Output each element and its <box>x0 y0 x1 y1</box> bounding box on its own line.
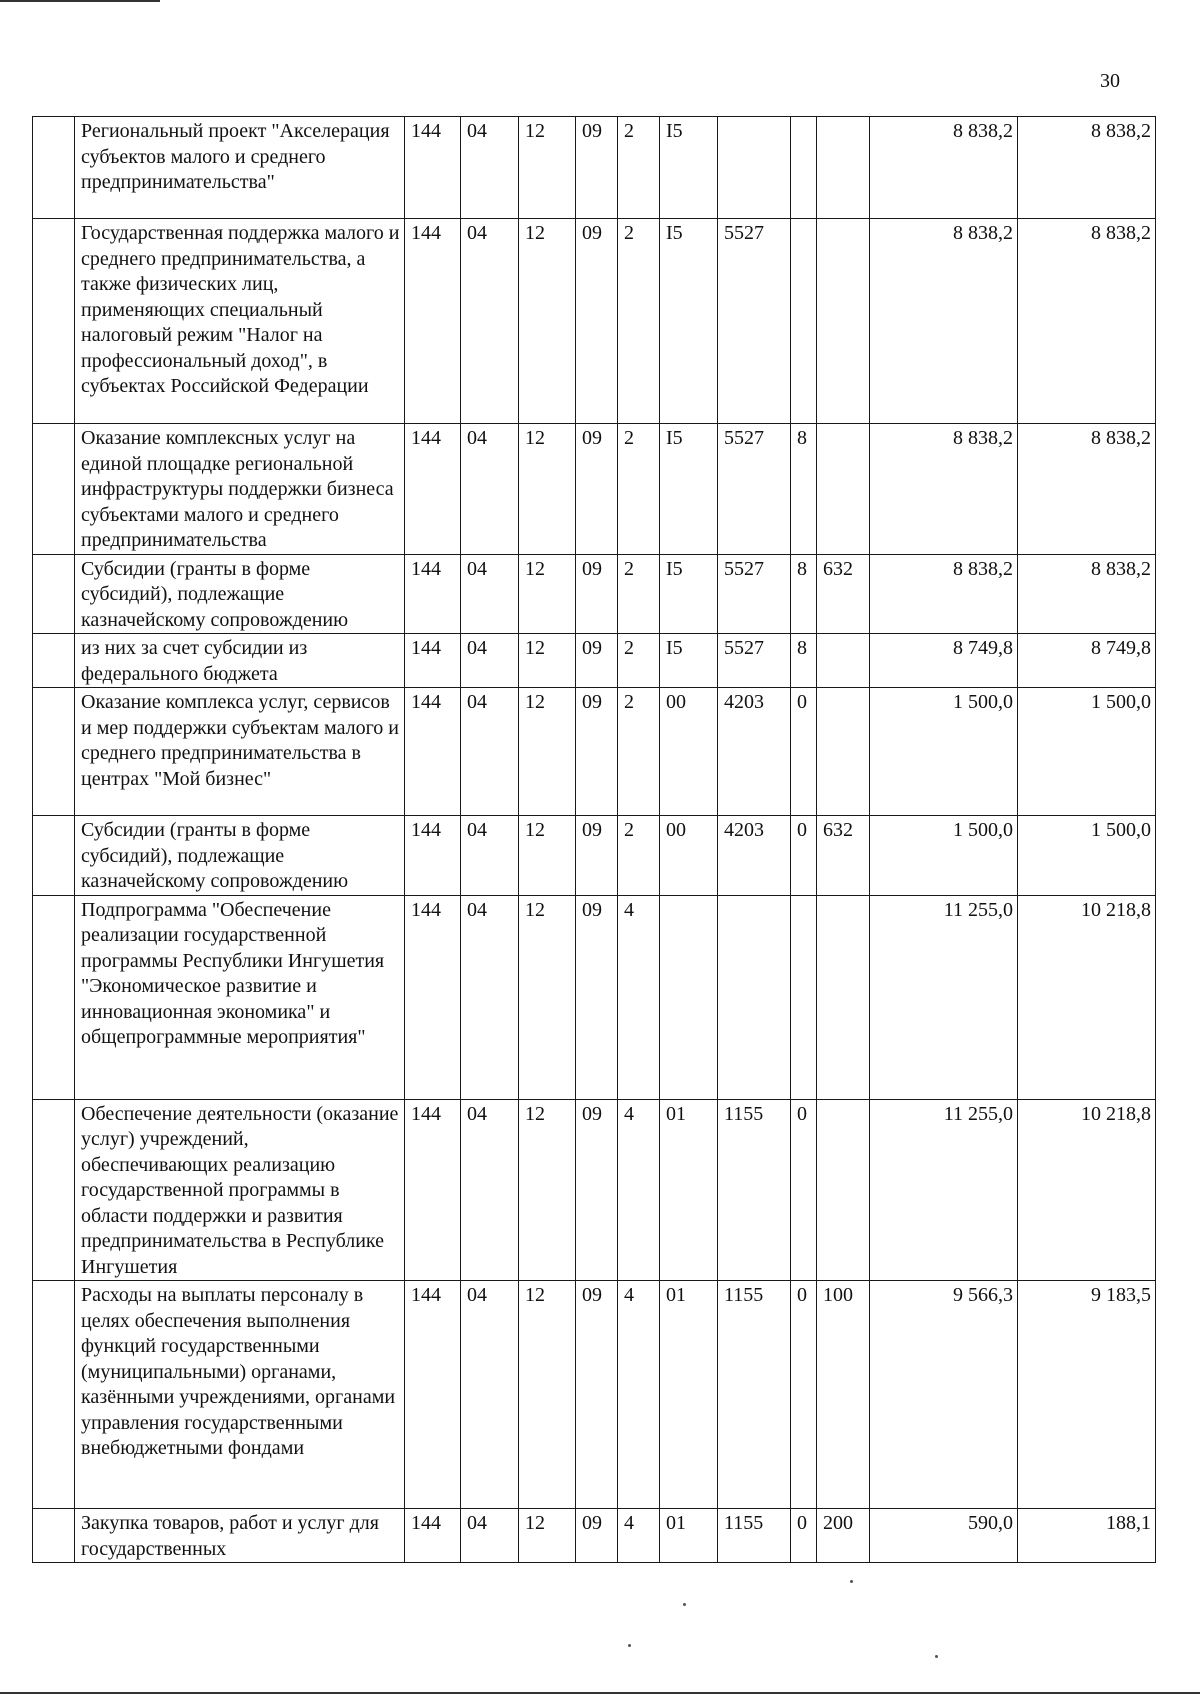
code-cell-c1: 144 <box>405 117 461 219</box>
code-cell-c8: 0 <box>791 1099 817 1281</box>
row-name-cell: Оказание комплексных услуг на единой площадке региональной инфраструктуры поддержки бизнеса субъектами малого и среднего предпринимательства <box>75 424 405 555</box>
code-cell-c4: 09 <box>576 219 618 424</box>
row-number-cell <box>33 219 75 424</box>
table-row <box>33 816 1156 896</box>
code-cell-c5: 2 <box>618 117 660 219</box>
row-name-cell: из них за счет субсидии из федерального бюджета <box>75 634 405 688</box>
code-cell-c9 <box>817 688 870 816</box>
code-cell-c8: 8 <box>791 554 817 634</box>
code-cell-c6: I5 <box>660 424 718 555</box>
budget-table-body <box>33 117 1156 1563</box>
code-cell-c7 <box>718 117 791 219</box>
code-cell-c1: 144 <box>405 1281 461 1509</box>
code-cell-c9 <box>817 1099 870 1281</box>
scan-top-edge-line <box>0 0 160 2</box>
code-cell-c2: 04 <box>461 554 519 634</box>
amount-cell-v1: 590,0 <box>870 1509 1018 1563</box>
code-cell-c7: 4203 <box>718 816 791 896</box>
code-cell-c5: 2 <box>618 424 660 555</box>
code-cell-c9: 100 <box>817 1281 870 1509</box>
code-cell-c6 <box>660 895 718 1099</box>
amount-cell-v2: 1 500,0 <box>1018 688 1156 816</box>
code-cell-c3: 12 <box>519 424 576 555</box>
code-cell-c7: 4203 <box>718 688 791 816</box>
row-name-cell: Подпрограмма "Обеспечение реализации государственной программы Республики Ингушетия "Экономическое развитие и инновационная экономика" и общепрограммные мероприятия" <box>75 895 405 1099</box>
budget-table <box>32 116 1156 1563</box>
scan-speck <box>683 1603 686 1606</box>
code-cell-c4: 09 <box>576 117 618 219</box>
table-row <box>33 117 1156 219</box>
row-number-cell <box>33 1281 75 1509</box>
code-cell-c1: 144 <box>405 1099 461 1281</box>
row-name-cell: Государственная поддержка малого и среднего предпринимательства, а также физических лиц, применяющих специальный налоговый режим "Налог на профессиональный доход", в субъектах Российской Федерации <box>75 219 405 424</box>
code-cell-c7: 1155 <box>718 1099 791 1281</box>
row-number-cell <box>33 1509 75 1563</box>
code-cell-c6: 01 <box>660 1509 718 1563</box>
amount-cell-v1: 11 255,0 <box>870 895 1018 1099</box>
code-cell-c6: 01 <box>660 1281 718 1509</box>
scan-bottom-edge-line <box>0 1692 1200 1694</box>
table-row <box>33 554 1156 634</box>
amount-cell-v2: 1 500,0 <box>1018 816 1156 896</box>
code-cell-c2: 04 <box>461 1281 519 1509</box>
table-row <box>33 1281 1156 1509</box>
code-cell-c6: I5 <box>660 634 718 688</box>
amount-cell-v2: 8 749,8 <box>1018 634 1156 688</box>
code-cell-c2: 04 <box>461 634 519 688</box>
code-cell-c8: 8 <box>791 424 817 555</box>
row-name-cell: Обеспечение деятельности (оказание услуг) учреждений, обеспечивающих реализацию государственной программы в области поддержки и развития предпринимательства в Республике Ингушетия <box>75 1099 405 1281</box>
amount-cell-v2: 8 838,2 <box>1018 219 1156 424</box>
code-cell-c4: 09 <box>576 424 618 555</box>
code-cell-c2: 04 <box>461 117 519 219</box>
code-cell-c6: 01 <box>660 1099 718 1281</box>
code-cell-c9 <box>817 219 870 424</box>
row-number-cell <box>33 554 75 634</box>
code-cell-c2: 04 <box>461 895 519 1099</box>
code-cell-c9 <box>817 424 870 555</box>
row-name-cell: Оказание комплекса услуг, сервисов и мер поддержки субъектам малого и среднего предпринимательства в центрах "Мой бизнес" <box>75 688 405 816</box>
code-cell-c1: 144 <box>405 424 461 555</box>
amount-cell-v2: 8 838,2 <box>1018 554 1156 634</box>
code-cell-c7: 1155 <box>718 1281 791 1509</box>
row-number-cell <box>33 634 75 688</box>
table-row <box>33 634 1156 688</box>
code-cell-c7: 5527 <box>718 554 791 634</box>
amount-cell-v1: 8 838,2 <box>870 554 1018 634</box>
code-cell-c4: 09 <box>576 895 618 1099</box>
amount-cell-v1: 8 838,2 <box>870 424 1018 555</box>
code-cell-c2: 04 <box>461 1099 519 1281</box>
row-number-cell <box>33 816 75 896</box>
code-cell-c3: 12 <box>519 554 576 634</box>
code-cell-c2: 04 <box>461 424 519 555</box>
code-cell-c3: 12 <box>519 219 576 424</box>
amount-cell-v2: 188,1 <box>1018 1509 1156 1563</box>
code-cell-c2: 04 <box>461 1509 519 1563</box>
table-row <box>33 424 1156 555</box>
code-cell-c3: 12 <box>519 1509 576 1563</box>
table-row <box>33 1099 1156 1281</box>
code-cell-c5: 4 <box>618 1509 660 1563</box>
code-cell-c7: 1155 <box>718 1509 791 1563</box>
code-cell-c7: 5527 <box>718 424 791 555</box>
code-cell-c2: 04 <box>461 816 519 896</box>
code-cell-c1: 144 <box>405 688 461 816</box>
row-name-cell: Расходы на выплаты персоналу в целях обеспечения выполнения функций государственными (муниципальными) органами, казёнными учреждениями, органами управления государственными внебюджетными фондами <box>75 1281 405 1509</box>
code-cell-c4: 09 <box>576 1281 618 1509</box>
code-cell-c3: 12 <box>519 117 576 219</box>
code-cell-c3: 12 <box>519 1281 576 1509</box>
row-number-cell <box>33 424 75 555</box>
row-number-cell <box>33 688 75 816</box>
code-cell-c8: 0 <box>791 816 817 896</box>
code-cell-c9: 200 <box>817 1509 870 1563</box>
code-cell-c5: 2 <box>618 219 660 424</box>
code-cell-c8: 8 <box>791 634 817 688</box>
scan-speck <box>628 1644 631 1647</box>
row-name-cell: Региональный проект "Акселерация субъектов малого и среднего предпринимательства" <box>75 117 405 219</box>
code-cell-c4: 09 <box>576 1099 618 1281</box>
code-cell-c6: 00 <box>660 688 718 816</box>
code-cell-c5: 4 <box>618 1281 660 1509</box>
code-cell-c5: 2 <box>618 634 660 688</box>
code-cell-c3: 12 <box>519 688 576 816</box>
code-cell-c9: 632 <box>817 816 870 896</box>
table-row <box>33 688 1156 816</box>
code-cell-c4: 09 <box>576 816 618 896</box>
code-cell-c7: 5527 <box>718 219 791 424</box>
code-cell-c8: 0 <box>791 1509 817 1563</box>
code-cell-c6: I5 <box>660 219 718 424</box>
scan-speck <box>850 1580 853 1583</box>
table-row <box>33 219 1156 424</box>
code-cell-c8 <box>791 117 817 219</box>
row-name-cell: Субсидии (гранты в форме субсидий), подлежащие казначейскому сопровождению <box>75 554 405 634</box>
code-cell-c8: 0 <box>791 1281 817 1509</box>
code-cell-c1: 144 <box>405 895 461 1099</box>
code-cell-c5: 2 <box>618 816 660 896</box>
scan-speck <box>935 1655 938 1658</box>
code-cell-c4: 09 <box>576 688 618 816</box>
row-name-cell: Закупка товаров, работ и услуг для государственных <box>75 1509 405 1563</box>
row-name-cell: Субсидии (гранты в форме субсидий), подлежащие казначейскому сопровождению <box>75 816 405 896</box>
code-cell-c3: 12 <box>519 895 576 1099</box>
code-cell-c1: 144 <box>405 816 461 896</box>
amount-cell-v2: 10 218,8 <box>1018 1099 1156 1281</box>
code-cell-c8: 0 <box>791 688 817 816</box>
amount-cell-v1: 9 566,3 <box>870 1281 1018 1509</box>
page-number: 30 <box>1100 70 1120 92</box>
row-number-cell <box>33 1099 75 1281</box>
code-cell-c9: 632 <box>817 554 870 634</box>
amount-cell-v1: 8 749,8 <box>870 634 1018 688</box>
amount-cell-v1: 8 838,2 <box>870 117 1018 219</box>
amount-cell-v1: 8 838,2 <box>870 219 1018 424</box>
code-cell-c4: 09 <box>576 554 618 634</box>
code-cell-c5: 4 <box>618 895 660 1099</box>
code-cell-c3: 12 <box>519 634 576 688</box>
code-cell-c9 <box>817 895 870 1099</box>
amount-cell-v2: 8 838,2 <box>1018 424 1156 555</box>
table-row <box>33 895 1156 1099</box>
amount-cell-v1: 1 500,0 <box>870 816 1018 896</box>
code-cell-c6: I5 <box>660 554 718 634</box>
code-cell-c5: 2 <box>618 554 660 634</box>
code-cell-c5: 4 <box>618 1099 660 1281</box>
code-cell-c4: 09 <box>576 634 618 688</box>
amount-cell-v2: 10 218,8 <box>1018 895 1156 1099</box>
amount-cell-v2: 9 183,5 <box>1018 1281 1156 1509</box>
amount-cell-v1: 1 500,0 <box>870 688 1018 816</box>
code-cell-c7: 5527 <box>718 634 791 688</box>
row-number-cell <box>33 117 75 219</box>
code-cell-c2: 04 <box>461 688 519 816</box>
code-cell-c2: 04 <box>461 219 519 424</box>
code-cell-c1: 144 <box>405 219 461 424</box>
code-cell-c1: 144 <box>405 634 461 688</box>
code-cell-c8 <box>791 219 817 424</box>
code-cell-c9 <box>817 634 870 688</box>
code-cell-c8 <box>791 895 817 1099</box>
code-cell-c1: 144 <box>405 1509 461 1563</box>
code-cell-c3: 12 <box>519 816 576 896</box>
amount-cell-v2: 8 838,2 <box>1018 117 1156 219</box>
code-cell-c4: 09 <box>576 1509 618 1563</box>
code-cell-c5: 2 <box>618 688 660 816</box>
code-cell-c1: 144 <box>405 554 461 634</box>
code-cell-c3: 12 <box>519 1099 576 1281</box>
code-cell-c6: 00 <box>660 816 718 896</box>
row-number-cell <box>33 895 75 1099</box>
code-cell-c7 <box>718 895 791 1099</box>
table-row <box>33 1509 1156 1563</box>
amount-cell-v1: 11 255,0 <box>870 1099 1018 1281</box>
code-cell-c6: I5 <box>660 117 718 219</box>
code-cell-c9 <box>817 117 870 219</box>
